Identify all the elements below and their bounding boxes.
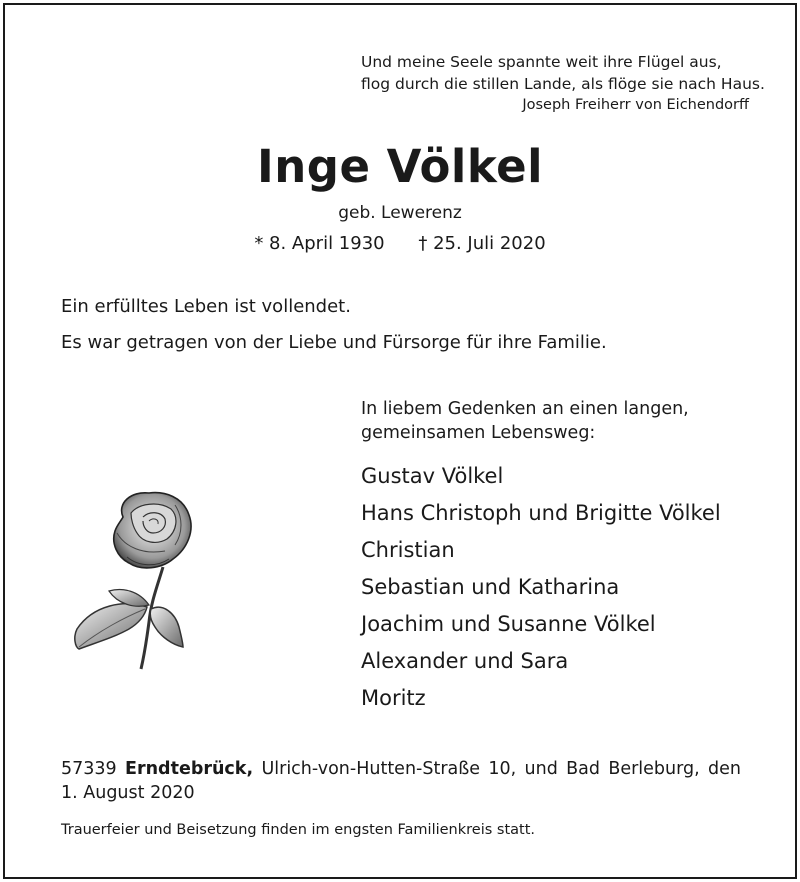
poem-quote [361,51,765,95]
family-member: Hans Christoph und Brigitte Völkel [361,501,721,525]
deceased-name: Inge Völkel [256,140,544,193]
address-block [61,757,741,805]
poem-line-1: Und meine Seele spannte weit ihre Flügel aus, [361,53,722,71]
family-list [361,458,721,717]
memorial-text [361,397,689,445]
birth-name: geb. Lewerenz [338,203,462,223]
address-date: den 1. August 2020 [61,759,741,803]
poem-author: Joseph Freiherr von Eichendorff [522,97,749,113]
family-member: Sebastian und Katharina [361,575,620,599]
address-rest: Ulrich-von-Hutten-Straße 10, und Bad Berleburg, [261,759,700,779]
intro-line-1: Ein erfülltes Leben ist vollendet. [61,296,351,317]
family-member: Moritz [361,686,426,710]
postcode: 57339 [61,759,117,779]
rose-icon [65,487,195,672]
death-date: † 25. Juli 2020 [418,233,546,254]
memorial-line-1: In liebem Gedenken an einen langen, [361,399,689,419]
family-member: Christian [361,538,455,562]
intro-line-2: Es war getragen von der Liebe und Fürsorge für ihre Familie. [61,332,607,353]
birth-date: * 8. April 1930 [254,233,385,254]
town: Erndtebrück, [125,759,254,779]
obituary-notice [3,3,797,879]
poem-line-2: flog durch die stillen Lande, als flöge sie nach Haus. [361,75,765,93]
life-dates [5,233,795,254]
family-member: Gustav Völkel [361,464,504,488]
family-member: Alexander und Sara [361,649,569,673]
funeral-note: Trauerfeier und Beisetzung finden im engsten Familienkreis statt. [61,822,536,838]
family-member: Joachim und Susanne Völkel [361,612,656,636]
memorial-line-2: gemeinsamen Lebensweg: [361,423,596,443]
